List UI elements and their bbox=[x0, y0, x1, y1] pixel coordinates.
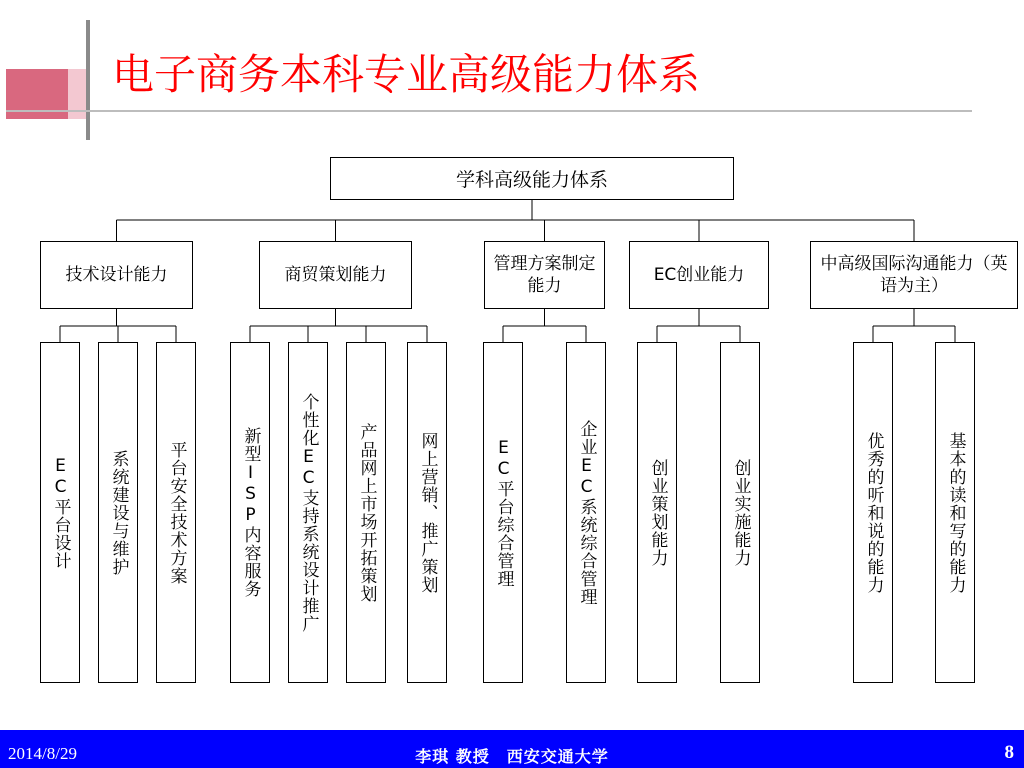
leaf-node: 企业EC系统综合管理 bbox=[566, 342, 606, 683]
category-ec-startup: EC创业能力 bbox=[629, 241, 769, 309]
leaf-node: 优秀的听和说的能力 bbox=[853, 342, 893, 683]
leaf-node: 网上营销、推广策划 bbox=[407, 342, 447, 683]
category-tech-design: 技术设计能力 bbox=[40, 241, 193, 309]
leaf-node: 创业策划能力 bbox=[637, 342, 677, 683]
page-number: 8 bbox=[1004, 742, 1014, 763]
leaf-node: EC平台设计 bbox=[40, 342, 80, 683]
leaf-node: 系统建设与维护 bbox=[98, 342, 138, 683]
leaf-node: 产品网上市场开拓策划 bbox=[346, 342, 386, 683]
category-trade-planning: 商贸策划能力 bbox=[259, 241, 412, 309]
root-node: 学科高级能力体系 bbox=[330, 157, 734, 200]
footer-date: 2014/8/29 bbox=[8, 744, 77, 763]
leaf-node: 平台安全技术方案 bbox=[156, 342, 196, 683]
leaf-node: 创业实施能力 bbox=[720, 342, 760, 683]
leaf-node: 个性化EC支持系统设计推广 bbox=[288, 342, 328, 683]
leaf-node: 新型ISP内容服务 bbox=[230, 342, 270, 683]
footer-author: 李琪 教授 西安交通大学 bbox=[415, 747, 609, 766]
footer-bar bbox=[0, 730, 1024, 768]
category-management: 管理方案制定能力 bbox=[484, 241, 605, 309]
slide-title: 电子商务本科专业高级能力体系 bbox=[112, 50, 701, 99]
leaf-node: 基本的读和写的能力 bbox=[935, 342, 975, 683]
leaf-node: EC平台综合管理 bbox=[483, 342, 523, 683]
category-intl-communication: 中高级国际沟通能力（英语为主） bbox=[810, 241, 1018, 309]
